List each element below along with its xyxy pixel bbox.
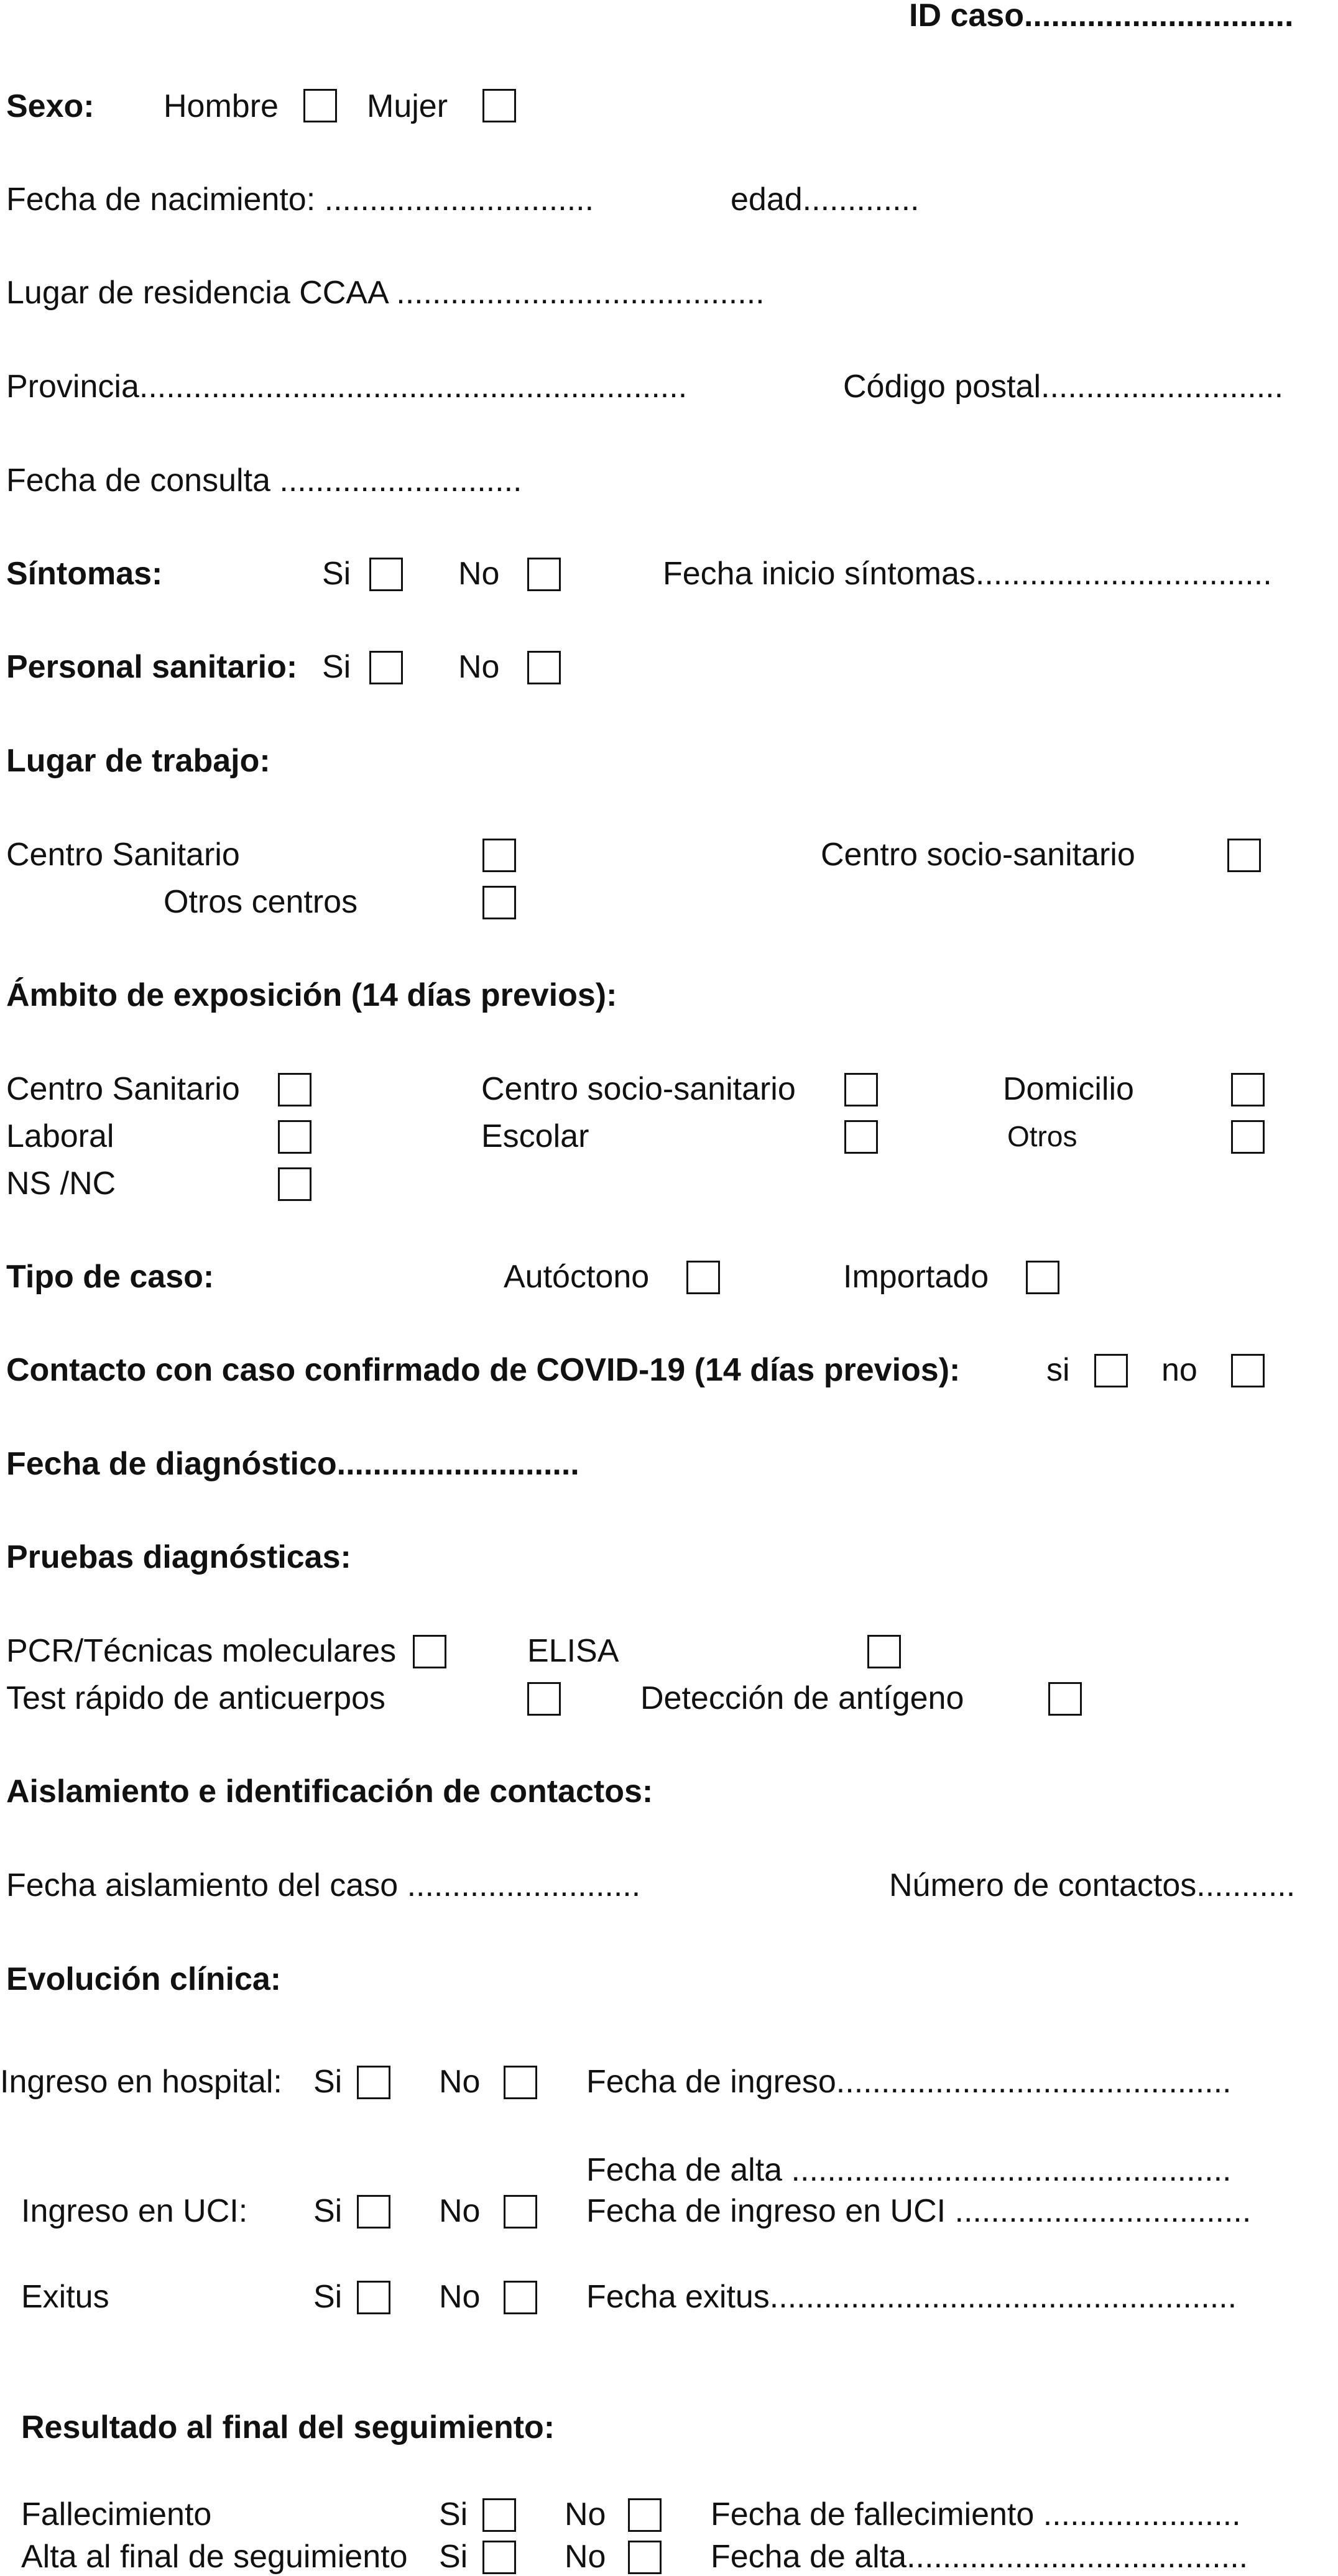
exposure-nsnc-label: NS /NC (6, 1166, 116, 1202)
icu-admission-date-field[interactable]: Fecha de ingreso en UCI ................................. (586, 2193, 1252, 2229)
health-worker-yes-checkbox[interactable] (369, 651, 403, 684)
female-checkbox[interactable] (482, 89, 516, 122)
icu-no-checkbox[interactable] (504, 2195, 537, 2229)
death-date-field[interactable]: Fecha de fallecimiento ...................... (711, 2496, 1241, 2532)
death-yes-label: Si (439, 2496, 468, 2532)
health-worker-no-label: No (458, 649, 500, 685)
exitus-yes-checkbox[interactable] (357, 2281, 390, 2314)
isolation-date-field[interactable]: Fecha aislamiento del caso .......................... (6, 1867, 641, 1903)
pcr-checkbox[interactable] (413, 1635, 446, 1668)
postal-code-field[interactable]: Código postal........................... (843, 369, 1284, 405)
autochthonous-checkbox[interactable] (686, 1261, 720, 1294)
pcr-label: PCR/Técnicas moleculares (6, 1633, 397, 1669)
workplace-health-center-checkbox[interactable] (482, 839, 516, 872)
exposure-home-checkbox[interactable] (1231, 1073, 1265, 1106)
contact-no-checkbox[interactable] (1231, 1354, 1265, 1387)
hospital-no-checkbox[interactable] (504, 2066, 537, 2099)
autochthonous-label: Autóctono (504, 1259, 650, 1295)
age-field[interactable]: edad............. (731, 182, 920, 218)
exposure-school-label: Escolar (481, 1118, 589, 1154)
exitus-date-field[interactable]: Fecha exitus.................................................... (586, 2279, 1237, 2315)
exposure-social-health-checkbox[interactable] (844, 1073, 878, 1106)
final-discharge-date-field[interactable]: Fecha de alta...................................... (711, 2539, 1248, 2575)
workplace-social-health-label: Centro socio-sanitario (821, 837, 1135, 873)
female-label: Mujer (367, 88, 448, 124)
exposure-home-label: Domicilio (1003, 1071, 1134, 1107)
icu-yes-label: Si (313, 2193, 343, 2229)
workplace-health-center-label: Centro Sanitario (6, 837, 240, 873)
exitus-no-label: No (439, 2279, 481, 2315)
tests-label: Pruebas diagnósticas: (6, 1539, 351, 1575)
exposure-health-center-label: Centro Sanitario (6, 1071, 240, 1107)
outcome-label: Resultado al final del seguimiento: (21, 2409, 555, 2445)
final-discharge-yes-checkbox[interactable] (482, 2541, 516, 2574)
hospital-no-label: No (439, 2064, 481, 2100)
health-worker-no-checkbox[interactable] (527, 651, 561, 684)
workplace-other-checkbox[interactable] (482, 886, 516, 919)
exposure-label: Ámbito de exposición (14 días previos): (6, 977, 617, 1013)
rapid-test-label: Test rápido de anticuerpos (6, 1680, 385, 1716)
exposure-other-checkbox[interactable] (1231, 1120, 1265, 1154)
antigen-label: Detección de antígeno (640, 1680, 964, 1716)
final-discharge-no-label: No (565, 2539, 606, 2575)
exposure-health-center-checkbox[interactable] (278, 1073, 311, 1106)
health-worker-yes-label: Si (322, 649, 351, 685)
contact-label: Contacto con caso confirmado de COVID-19 (14 días previos): (6, 1352, 961, 1388)
discharge-date-field[interactable]: Fecha de alta ................................................. (586, 2152, 1232, 2188)
province-field[interactable]: Provincia............................................................. (6, 369, 688, 405)
workplace-other-label: Otros centros (164, 884, 358, 920)
diagnosis-date-field[interactable]: Fecha de diagnóstico........................... (6, 1446, 579, 1482)
death-no-checkbox[interactable] (628, 2498, 662, 2532)
death-yes-checkbox[interactable] (482, 2498, 516, 2532)
elisa-label: ELISA (527, 1633, 619, 1669)
male-label: Hombre (164, 88, 279, 124)
imported-checkbox[interactable] (1026, 1261, 1059, 1294)
exitus-no-checkbox[interactable] (504, 2281, 537, 2314)
exitus-label: Exitus (21, 2279, 109, 2315)
residence-field[interactable]: Lugar de residencia CCAA ......................................... (6, 275, 765, 311)
symptoms-label: Síntomas: (6, 556, 163, 592)
case-type-label: Tipo de caso: (6, 1259, 215, 1295)
birth-date-field[interactable]: Fecha de nacimiento: .............................. (6, 182, 594, 218)
admission-date-field[interactable]: Fecha de ingreso............................................ (586, 2064, 1232, 2100)
exposure-work-checkbox[interactable] (278, 1120, 311, 1154)
hospital-admission-label: Ingreso en hospital: (0, 2064, 282, 2100)
final-discharge-yes-label: Si (439, 2539, 468, 2575)
male-checkbox[interactable] (303, 89, 337, 122)
contacts-count-field[interactable]: Número de contactos........... (889, 1867, 1296, 1903)
icu-admission-label: Ingreso en UCI: (21, 2193, 248, 2229)
contact-no-label: no (1161, 1352, 1197, 1388)
health-worker-label: Personal sanitario: (6, 649, 298, 685)
isolation-label: Aislamiento e identificación de contactos: (6, 1773, 653, 1810)
case-id-field[interactable]: ID caso.............................. (909, 0, 1294, 34)
symptoms-yes-label: Si (322, 556, 351, 592)
final-discharge-label: Alta al final de seguimiento (21, 2539, 408, 2575)
symptoms-onset-field[interactable]: Fecha inicio síntomas................................. (663, 556, 1272, 592)
exitus-yes-label: Si (313, 2279, 343, 2315)
imported-label: Importado (843, 1259, 989, 1295)
icu-yes-checkbox[interactable] (357, 2195, 390, 2229)
symptoms-no-checkbox[interactable] (527, 558, 561, 591)
hospital-yes-label: Si (313, 2064, 343, 2100)
contact-yes-label: si (1046, 1352, 1070, 1388)
final-discharge-no-checkbox[interactable] (628, 2541, 662, 2574)
symptoms-yes-checkbox[interactable] (369, 558, 403, 591)
symptoms-no-label: No (458, 556, 500, 592)
death-no-label: No (565, 2496, 606, 2532)
exposure-work-label: Laboral (6, 1118, 114, 1154)
icu-no-label: No (439, 2193, 481, 2229)
antigen-checkbox[interactable] (1048, 1682, 1082, 1716)
exposure-school-checkbox[interactable] (844, 1120, 878, 1154)
rapid-test-checkbox[interactable] (527, 1682, 561, 1716)
contact-yes-checkbox[interactable] (1094, 1354, 1128, 1387)
elisa-checkbox[interactable] (867, 1635, 901, 1668)
clinical-course-label: Evolución clínica: (6, 1961, 282, 1997)
sex-label: Sexo: (6, 88, 95, 124)
workplace-social-health-checkbox[interactable] (1227, 839, 1261, 872)
exposure-nsnc-checkbox[interactable] (278, 1167, 311, 1201)
hospital-yes-checkbox[interactable] (357, 2066, 390, 2099)
workplace-label: Lugar de trabajo: (6, 743, 270, 779)
exposure-social-health-label: Centro socio-sanitario (481, 1071, 796, 1107)
exposure-other-label: Otros (1007, 1120, 1077, 1152)
consultation-date-field[interactable]: Fecha de consulta ........................... (6, 462, 522, 499)
death-label: Fallecimiento (21, 2496, 212, 2532)
